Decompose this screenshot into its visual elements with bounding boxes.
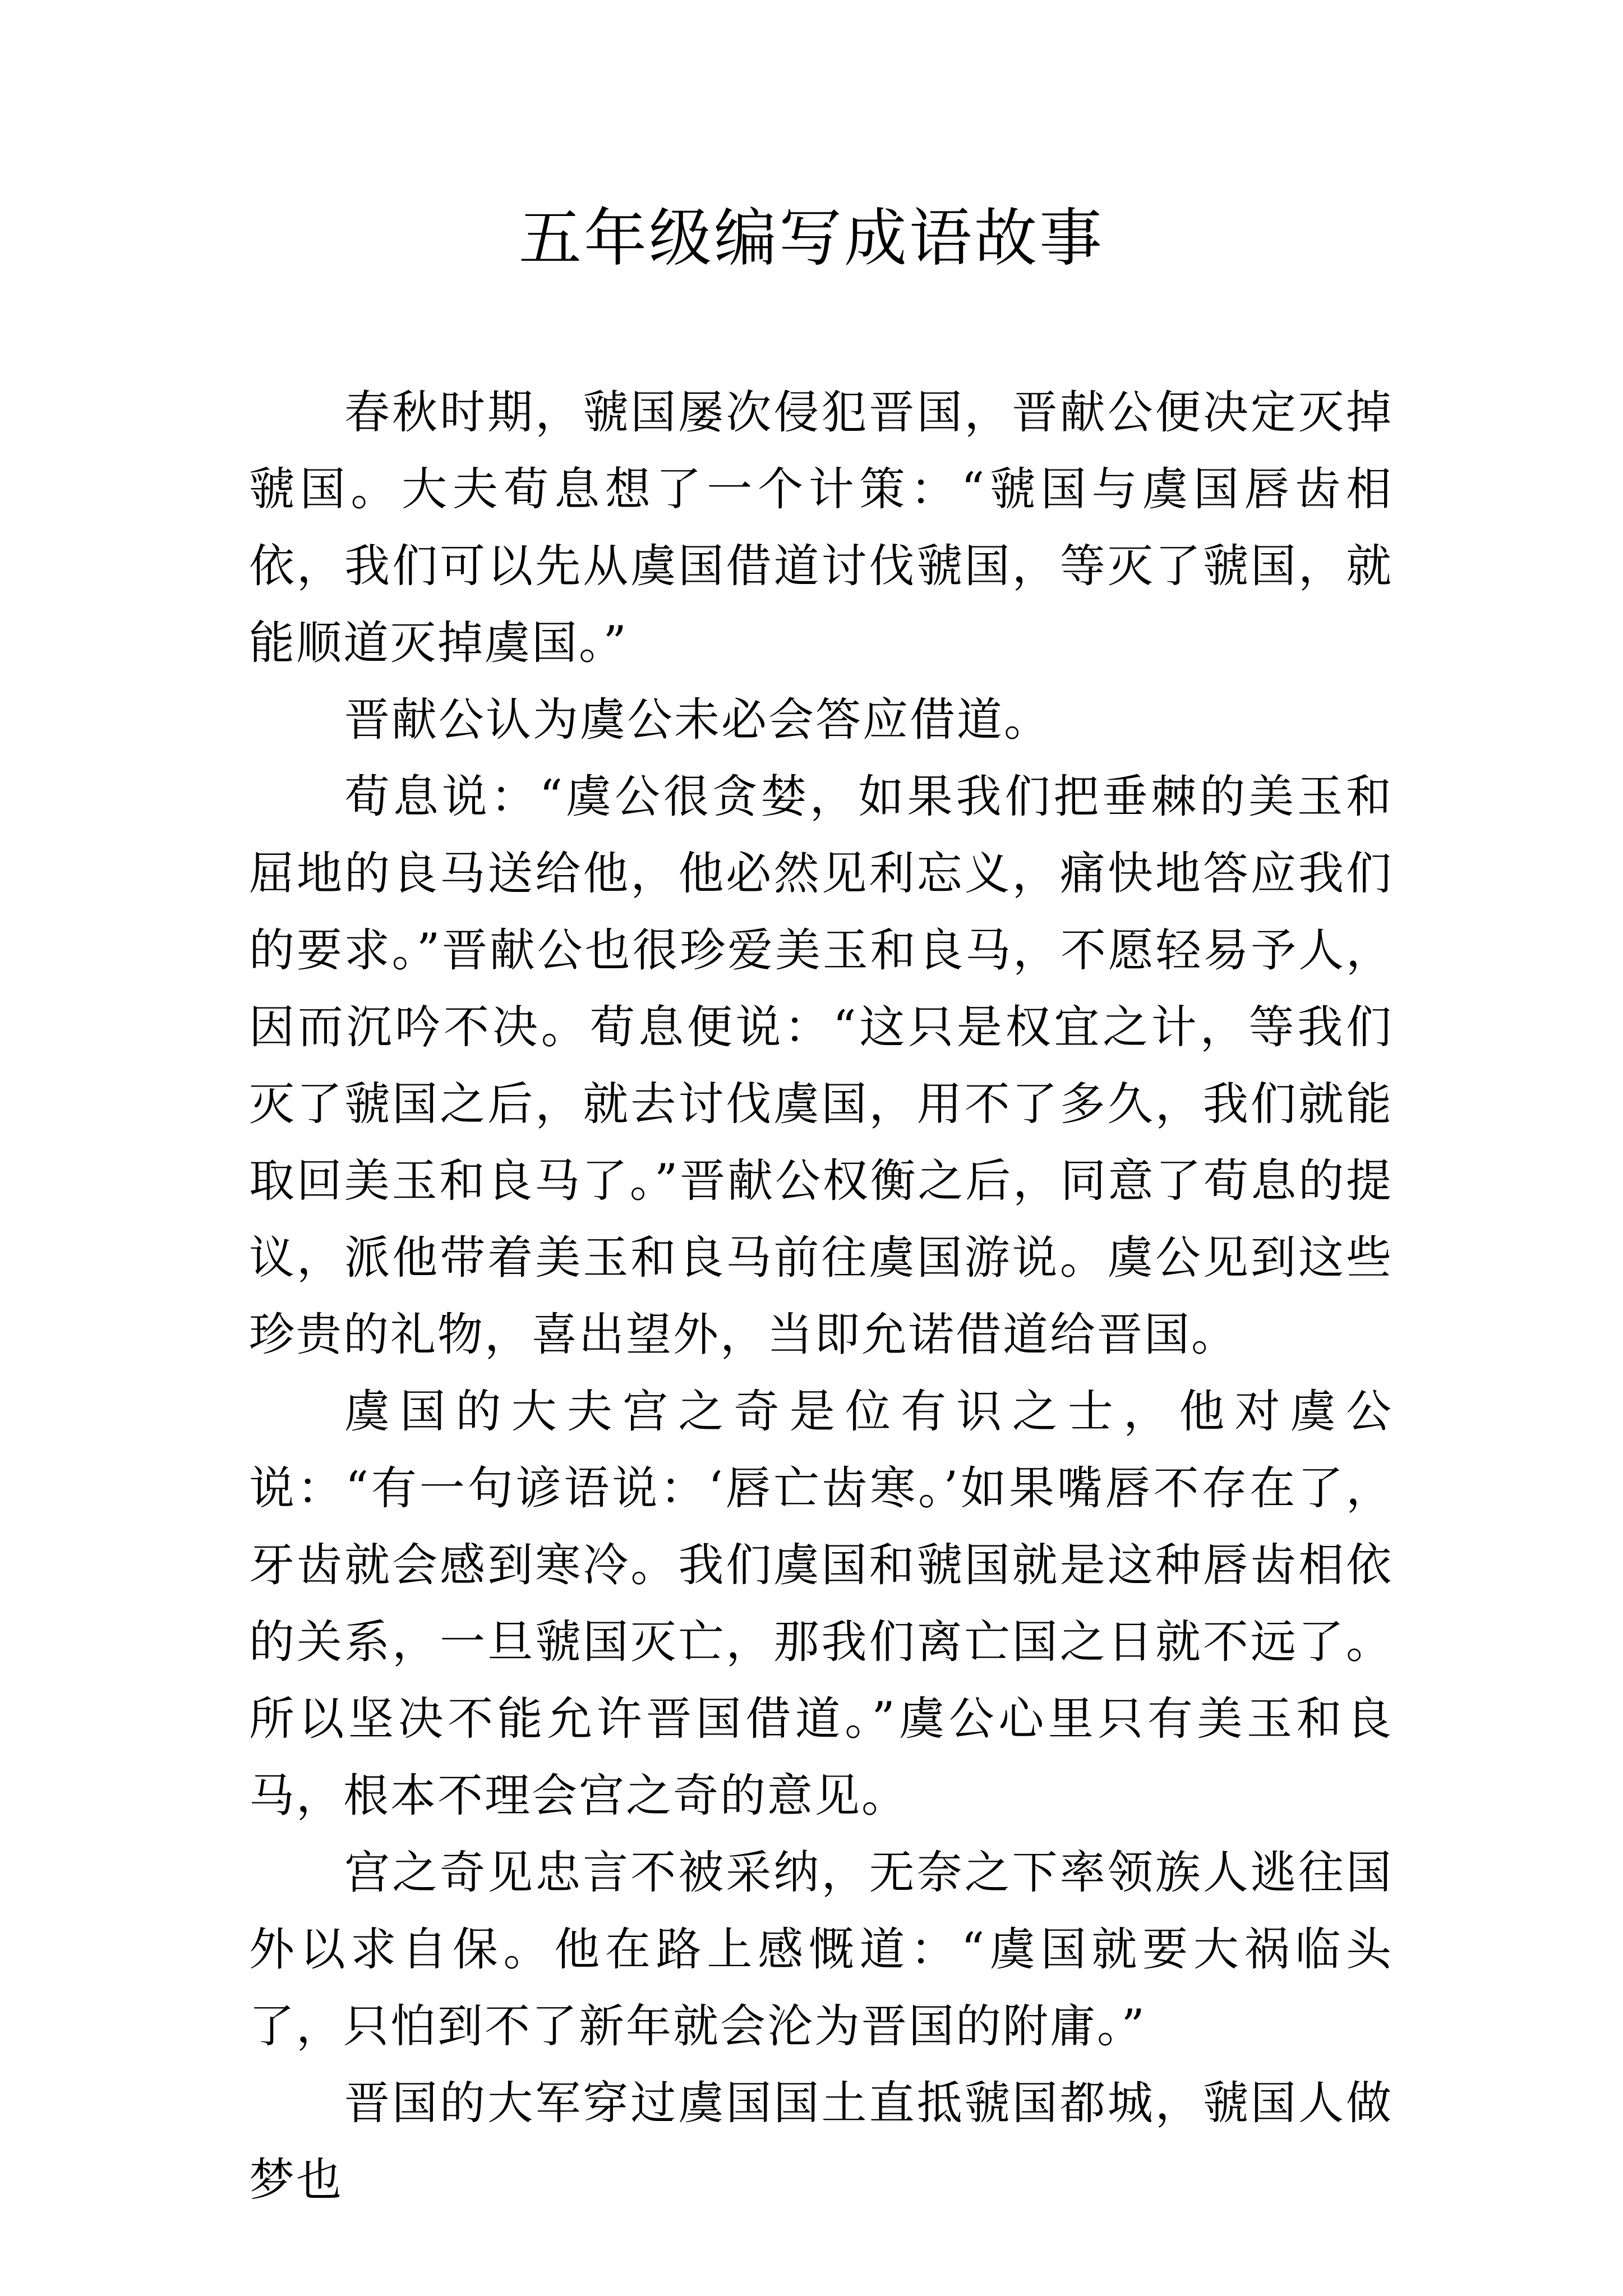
paragraph-2: 晋献公认为虞公未必会答应借道。 (344, 694, 1052, 747)
document-title: 五年级编写成语故事 (519, 202, 1104, 275)
paragraph-5: 宫之奇见忠言不被采纳，无奈之下率领族人逃往国外以求自保。他在路上感慨道：“虞国就要大祸临头了，只怕到不了新年就会沦为晋国的附庸。” (249, 1847, 1393, 2053)
paragraph-3: 荀息说：“虞公很贪婪，如果我们把垂棘的美玉和屈地的良马送给他，他必然见利忘义，痛快地答应我们的要求。”晋献公也很珍爱美玉和良马，不愿轻易予人，因而沉吟不决。荀息便说：“这只是权宜之计，等我们灭了虢国之后，就去讨伐虞国，用不了多久，我们就能取回美玉和良马了。”晋献公权衡之后，同意了荀息的提议，派他带着美玉和良马前往虞国游说。虞公见到这些珍贵的礼物，喜出望外，当即允诺借道给晋国。 (249, 771, 1393, 1361)
story-body (249, 375, 1393, 2219)
paragraph-6: 晋国的大军穿过虞国国土直抵虢国都城，虢国人做梦也 (249, 2077, 1393, 2207)
paragraph-4: 虞国的大夫宫之奇是位有识之士，他对虞公说：“有一句谚语说：‘唇亡齿寒。’如果嘴唇不存在了，牙齿就会感到寒冷。我们虞国和虢国就是这种唇齿相依的关系，一旦虢国灭亡，那我们离亡国之日就不远了。所以坚决不能允许晋国借道。”虞公心里只有美玉和良马，根本不理会宫之奇的意见。 (249, 1386, 1393, 1823)
paragraph-1: 春秋时期，虢国屡次侵犯晋国，晋献公便决定灭掉虢国。大夫荀息想了一个计策：“虢国与虞国唇齿相依，我们可以先从虞国借道讨伐虢国，等灭了虢国，就能顺道灭掉虞国。” (249, 386, 1393, 670)
